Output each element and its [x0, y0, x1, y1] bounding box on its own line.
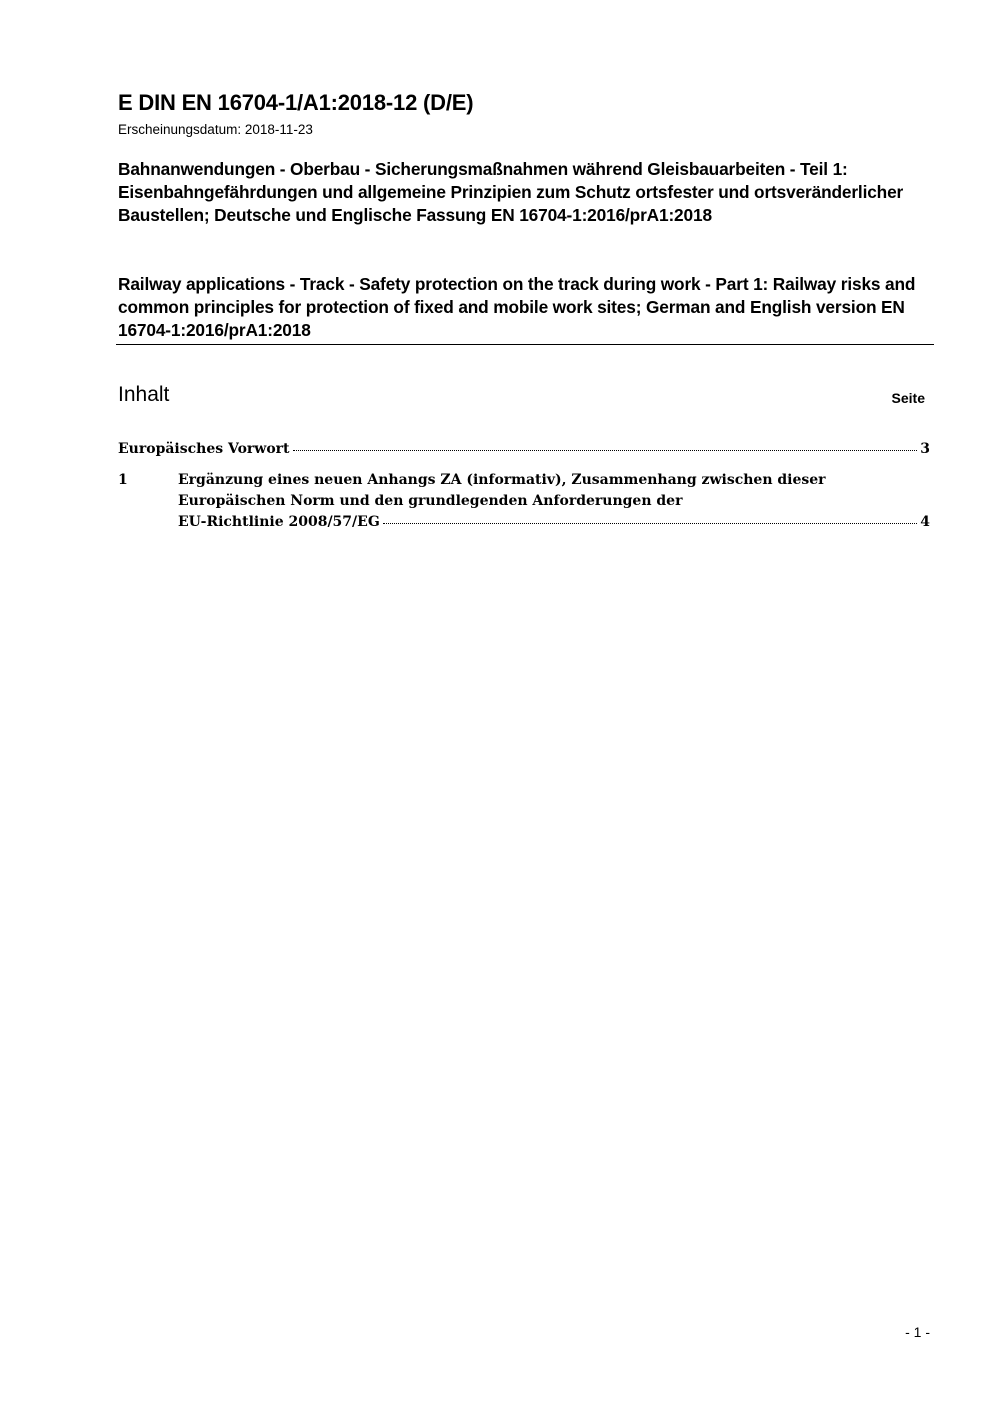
toc-leader-dots	[293, 449, 918, 451]
toc-entry-number: 1	[118, 472, 128, 488]
toc-entry-page: 4	[920, 514, 930, 530]
toc-entry-title-line: EU-Richtlinie 2008/57/EG	[178, 514, 380, 530]
toc-entry-title-line: Europäischen Norm und den grundlegenden Anforderungen der	[178, 493, 683, 509]
toc-entry-title: Europäisches Vorwort	[118, 441, 290, 457]
toc-entry-page: 3	[920, 441, 930, 457]
toc-page-label: Seite	[891, 390, 925, 406]
toc-entry-title-line: Ergänzung eines neuen Anhangs ZA (informativ), Zusammenhang zwischen dieser	[178, 472, 826, 488]
title-divider	[116, 344, 934, 345]
title-english: Railway applications - Track - Safety protection on the track during work - Part 1: Railway risks and common principles for protection of fixed and mobile work sites; German and English version EN 16704-1:2016/prA1:2018	[118, 274, 916, 341]
toc-heading: Inhalt	[118, 383, 170, 406]
toc-leader-dots	[383, 522, 917, 524]
title-german: Bahnanwendungen - Oberbau - Sicherungsmaßnahmen während Gleisbauarbeiten - Teil 1: Eisenbahngefährdungen und allgemeine Prinzipien zum Schutz ortsfester und ortsveränderlicher Baustellen; Deutsche und Englische Fassung EN 16704-1:2016/prA1:2018	[118, 159, 904, 226]
publication-date: Erscheinungsdatum: 2018-11-23	[118, 122, 313, 137]
toc-entry-annex-za[interactable]	[118, 470, 930, 533]
page-number: - 1 -	[905, 1324, 930, 1340]
document-id: E DIN EN 16704-1/A1:2018-12 (D/E)	[118, 90, 474, 115]
toc-entry-foreword[interactable]	[118, 439, 930, 460]
table-of-contents	[118, 439, 930, 533]
